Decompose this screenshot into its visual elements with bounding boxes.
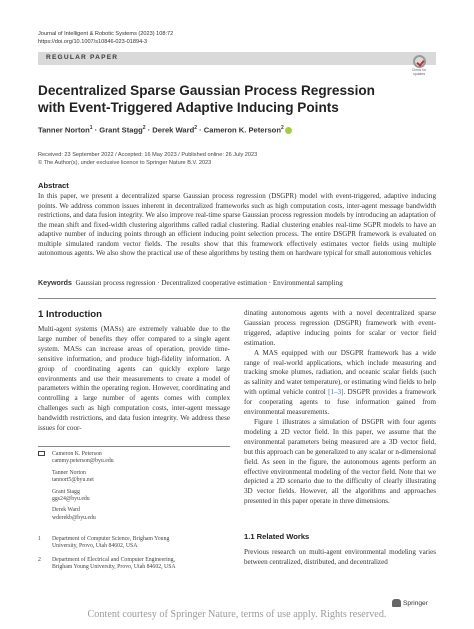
- keywords-label: Keywords: [38, 279, 72, 287]
- email-link[interactable]: tannort5@byu.net: [52, 477, 94, 484]
- affiliation-1: 1 Department of Computer Science, Brigham Young University, Provo, Utah 84602, USA: [38, 536, 170, 550]
- figure-link[interactable]: 1: [275, 417, 280, 426]
- citation-link[interactable]: [1–3]: [328, 388, 344, 397]
- check-for-updates-badge[interactable]: Check for updates: [409, 55, 429, 77]
- check-updates-icon: [413, 55, 426, 68]
- author-list: Tanner Norton$^1$ · Grant Stagg$^2$ · Derek Ward$^2$ · Cameron K. Peterson$^2$: [38, 125, 292, 135]
- article-type-label: REGULAR PAPER: [46, 54, 119, 61]
- paragraph: Previous research on multi-agent environmental modeling varies between centralized, distributed, and decentralized: [244, 548, 436, 566]
- author-name[interactable]: Grant Stagg: [99, 125, 143, 135]
- related-works-text: [244, 548, 436, 568]
- footnote-divider: [38, 446, 230, 447]
- left-column-text: [38, 325, 230, 434]
- section-heading-introduction: 1 Introduction: [38, 309, 102, 320]
- springer-horse-icon: [392, 599, 401, 607]
- abstract-heading: Abstract: [38, 181, 69, 190]
- author-name[interactable]: Tanner Norton: [38, 125, 90, 135]
- journal-citation: Journal of Intelligent & Robotic Systems (2023) 108:72: [38, 31, 174, 37]
- corresponding-author-contacts: Cameron K. Peterson cammy.peterson@byu.edu Tanner Norton tannort5@byu.net Grant Stagg ggs24@byu.edu Derek Ward wderekb@byu.edu: [38, 451, 114, 522]
- abstract-text: In this paper, we present a decentralized sparse Gaussian process regression (DSGPR) model with event-triggered, adaptive inducing points. We address common issues inherent in decentralized frameworks such as high computation costs, inter-agent message bandwidth restrictions, and data fusion integrity. We also improve real-time sparse Gaussian process regression models by introducing an adaptation of the mean shift and fixed-width clustering algorithms called radial clustering. Radial clustering enables real-time SGPR models to have an adaptive number of inducing points through an efficient inducing point selection process. The entire DSGPR framework is evaluated on multiple simulated random vector fields. The results show that this framework effectively estimates vector fields using multiple autonomous agents. We also show the practical use of these algorithms by testing them on hardware typical for small autonomous vehicles: [38, 192, 436, 257]
- doi-link[interactable]: https://doi.org/10.1007/s10846-023-01894-3: [38, 39, 148, 45]
- paragraph: dinating autonomous agents with a novel decentralized sparse Gaussian process regression (DSGPR) framework with event-triggered, adaptive inducing points for scalar or vector field estimation.: [244, 309, 436, 347]
- right-column-text: [244, 309, 436, 507]
- section-heading-related-works: 1.1 Related Works: [244, 532, 310, 541]
- email-link[interactable]: wderekb@byu.edu: [52, 514, 96, 521]
- publication-dates: Received: 23 September 2022 / Accepted: 16 May 2023 / Published online: 26 July 2023 © The Author(s), under exclusive licence to Springer Nature B.V. 2023: [38, 152, 258, 166]
- publisher-name: Springer: [403, 599, 428, 607]
- keywords: [38, 279, 436, 287]
- envelope-icon: [38, 451, 45, 456]
- article-type-banner: [38, 52, 436, 65]
- email-link[interactable]: cammy.peterson@byu.edu: [52, 458, 114, 465]
- email-link[interactable]: ggs24@byu.edu: [52, 496, 90, 503]
- divider: [38, 298, 436, 299]
- orcid-icon[interactable]: [285, 127, 292, 134]
- author-name[interactable]: Cameron K. Peterson: [203, 125, 281, 135]
- copyright-footer: Content courtesy of Springer Nature, terms of use apply. Rights reserved.: [87, 609, 387, 620]
- paper-title: Decentralized Sparse Gaussian Process Regression with Event-Triggered Adaptive Inducing Points: [38, 83, 375, 115]
- publisher-logo: [392, 599, 428, 607]
- keywords-text: Gaussian process regression · Decentralized cooperative estimation · Environmental sampling: [75, 279, 343, 287]
- affiliation-2: 2 Department of Electrical and Computer Engineering, Brigham Young University, Provo, Utah 84602, USA: [38, 557, 176, 571]
- journal-header: [38, 30, 173, 46]
- paragraph: A MAS equipped with our DSGPR framework has a wide range of real-world applications, which include measuring and tracking smoke plumes, radiation, and oceanic scalar fields (such as salinity and water temperature), or estimating wind fields to help with optimal vehicle control [1–3]. DSGPR provides a framework for cooperating agents to fuse information gained from environmental measurements.: [244, 348, 437, 417]
- paragraph: Figure 1 illustrates a simulation of DSGPR with four agents modeling a 2D vector field. In this paper, we assume that the environmental parameters being measured are a 3D vector field, but this approach can be generalized to any scalar or n-dimensional field. As seen in the figure, the autonomous agents perform an effective environmental modeling of the vector field. Note that we depicted a 2D scenario due to the difficulty of clearly illustrating 3D vector fields. However, all the algorithms and approaches presented in this paper operate in three dimensions.: [244, 417, 436, 506]
- paragraph: Multi-agent systems (MASs) are extremely valuable due to the large number of benefits they offer compared to a single agent system. MASs can increase areas of operation, provide time-sensitive information, and produce high-fidelity information. A group of coordinating agents can quickly explore large environments and use their measurements to create a model of parameters within the operating region. However, coordinating and controlling a large number of agents comes with complex challenges such as high computation costs, inter-agent message bandwidth restrictions, and data fusion integrity. We address these issues for coor-: [38, 325, 230, 433]
- author-name[interactable]: Derek Ward: [152, 125, 195, 135]
